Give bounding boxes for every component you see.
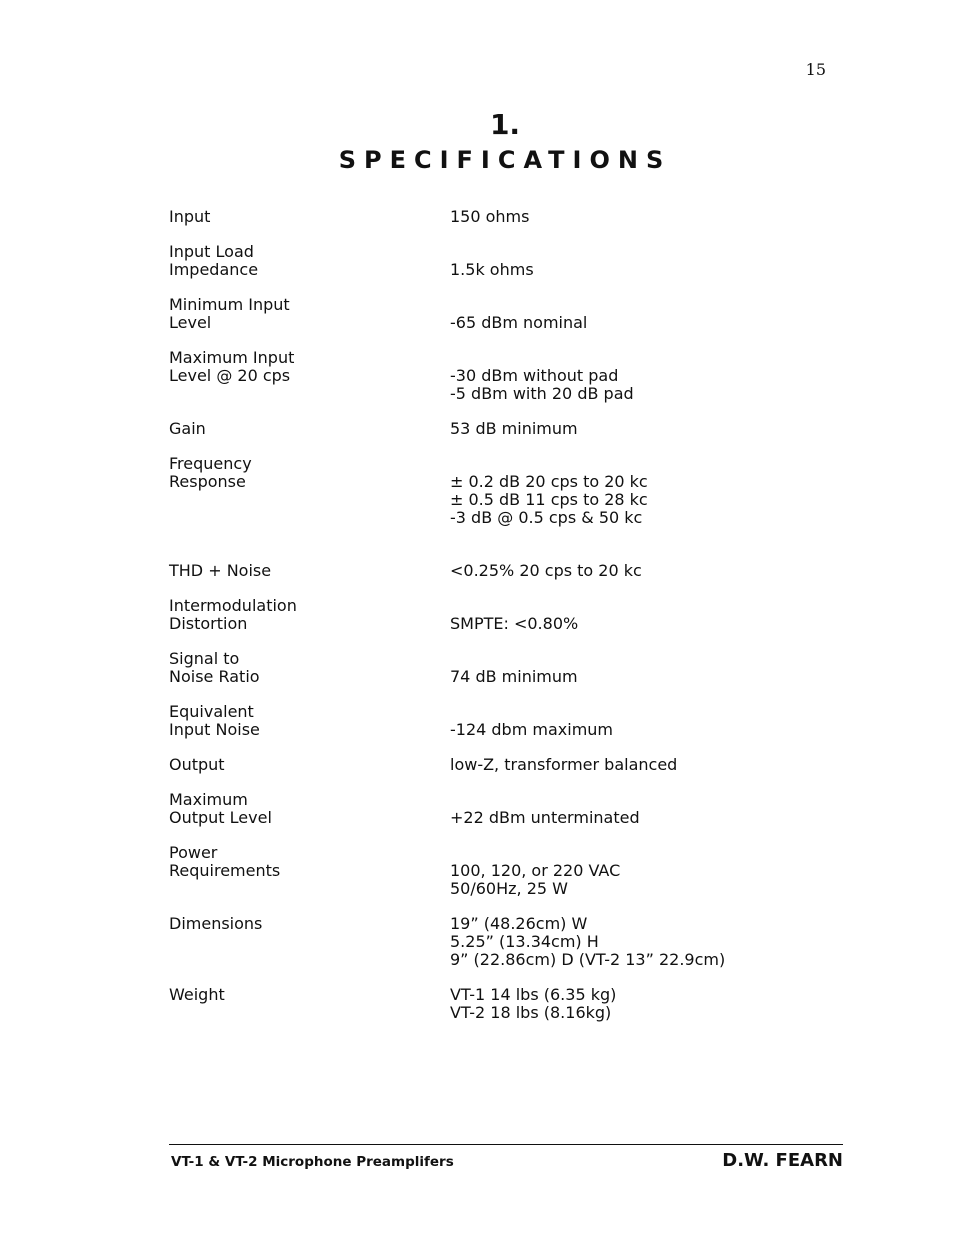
spec-row-gain	[169, 420, 789, 438]
spec-row-intermodulation-distortion	[169, 597, 789, 633]
spec-row-equivalent-input-noise	[169, 703, 789, 739]
spec-value	[450, 844, 789, 898]
spec-row-maximum-output-level	[169, 791, 789, 827]
footer-divider	[169, 1144, 843, 1145]
spec-row-dimensions	[169, 915, 789, 969]
spec-label: Maximum Output Level	[169, 790, 272, 827]
spec-row-thd-noise	[169, 562, 789, 580]
spec-value-line: -124 dbm maximum	[450, 720, 613, 739]
spec-value-line: 5.25” (13.34cm) H	[450, 932, 599, 951]
spec-value-line: 150 ohms	[450, 207, 530, 226]
spec-label: THD + Noise	[169, 561, 272, 580]
spec-value	[450, 915, 789, 969]
spec-value	[450, 455, 789, 527]
spec-value-line: low-Z, transformer balanced	[450, 755, 678, 774]
spec-row-output	[169, 756, 789, 774]
spec-label: Minimum Input Level	[169, 295, 290, 332]
spec-value-line: ± 0.2 dB 20 cps to 20 kc	[450, 472, 648, 491]
spec-value	[450, 650, 789, 686]
page-number: 15	[805, 60, 826, 79]
spec-value	[450, 296, 789, 332]
spec-row-signal-to-noise	[169, 650, 789, 686]
spec-label: Signal to Noise Ratio	[169, 649, 260, 686]
spec-value-line: <0.25% 20 cps to 20 kc	[450, 561, 642, 580]
specifications-table	[169, 208, 789, 1039]
spec-label: Gain	[169, 419, 206, 438]
spec-value-line: -3 dB @ 0.5 cps & 50 kc	[450, 508, 643, 527]
spec-value-line: 53 dB minimum	[450, 419, 578, 438]
spec-value-line: -5 dBm with 20 dB pad	[450, 384, 634, 403]
spec-value-line: ± 0.5 dB 11 cps to 28 kc	[450, 490, 648, 509]
spec-value-line: 100, 120, or 220 VAC	[450, 861, 621, 880]
spec-label: Dimensions	[169, 914, 263, 933]
spec-label: Input	[169, 207, 211, 226]
chapter-title: SPECIFICATIONS	[338, 146, 672, 174]
spec-value-line: 50/60Hz, 25 W	[450, 879, 568, 898]
spec-value-line: 1.5k ohms	[450, 260, 534, 279]
spec-value-line: 74 dB minimum	[450, 667, 578, 686]
spec-value	[450, 562, 789, 580]
spec-row-power-requirements	[169, 844, 789, 898]
footer-product-title: VT-1 & VT-2 Microphone Preamplifers	[171, 1154, 454, 1170]
spec-row-minimum-input-level	[169, 296, 789, 332]
spec-row-input	[169, 208, 789, 226]
spec-label: Frequency Response	[169, 454, 252, 491]
spec-label: Equivalent Input Noise	[169, 702, 260, 739]
spec-value-line: SMPTE: <0.80%	[450, 614, 579, 633]
spec-label: Output	[169, 755, 225, 774]
spec-value	[450, 597, 789, 633]
spec-value	[450, 243, 789, 279]
chapter-number: 1.	[489, 108, 521, 141]
spec-value	[450, 420, 789, 438]
spec-value	[450, 756, 789, 774]
spec-value	[450, 208, 789, 226]
spec-value-line: 19” (48.26cm) W	[450, 914, 588, 933]
spec-value-line: VT-1 14 lbs (6.35 kg)	[450, 985, 617, 1004]
spec-row-maximum-input-level	[169, 349, 789, 403]
spec-value-line: VT-2 18 lbs (8.16kg)	[450, 1003, 612, 1022]
spec-row-weight	[169, 986, 789, 1022]
spec-value	[450, 986, 789, 1022]
spec-value	[450, 791, 789, 827]
spec-label: Intermodulation Distortion	[169, 596, 297, 633]
spec-row-frequency-response	[169, 455, 789, 527]
spec-value-line: +22 dBm unterminated	[450, 808, 640, 827]
spec-value-line: 9” (22.86cm) D (VT-2 13” 22.9cm)	[450, 950, 726, 969]
footer-brand: D.W. FEARN	[722, 1150, 843, 1171]
spec-value	[450, 349, 789, 403]
spec-label: Weight	[169, 985, 225, 1004]
spec-row-input-load-impedance	[169, 243, 789, 279]
spec-label: Power Requirements	[169, 843, 281, 880]
spec-value-line: -30 dBm without pad	[450, 366, 619, 385]
spec-label: Maximum Input Level @ 20 cps	[169, 348, 295, 385]
spec-value	[450, 703, 789, 739]
spec-value-line: -65 dBm nominal	[450, 313, 588, 332]
spec-label: Input Load Impedance	[169, 242, 259, 279]
